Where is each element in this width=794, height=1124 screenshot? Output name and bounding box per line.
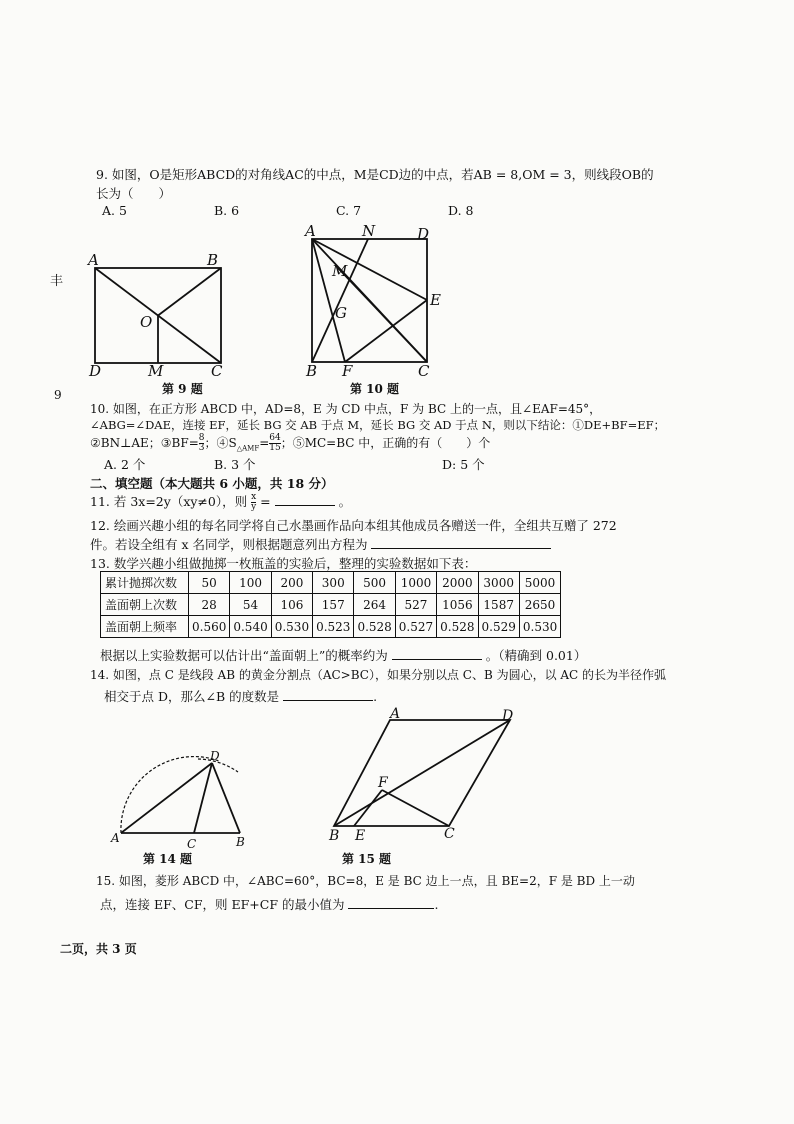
q10-point-e: E (430, 291, 441, 309)
q13-line2-end: 。（精确到 0.01） (485, 648, 587, 663)
q11 (90, 492, 351, 512)
table-cell: 0.527 (395, 616, 436, 638)
q12-line1: 12. 绘画兴趣小组的每名同学将自己水墨画作品向本组其他成员各赠送一件，全组共互赠了 272 (90, 518, 617, 533)
q15-point-e: E (355, 828, 366, 844)
figure-q15-rhombus (322, 704, 522, 844)
q14-line1: 14. 如图，点 C 是线段 AB 的黄金分割点（AC>BC），如果分别以点 C、B 为圆心，以 AC 的长为半径作弧 (90, 668, 667, 682)
table-cell: 0.528 (437, 616, 478, 638)
table-cell: 0.523 (313, 616, 354, 638)
table-row (101, 594, 561, 616)
q9-point-m: M (148, 362, 164, 380)
q12-line2-text: 件。若设全组有 x 名同学，则根据题意列出方程为 (90, 537, 368, 552)
table-cell: 300 (313, 572, 354, 594)
table-cell: 1000 (395, 572, 436, 594)
q15-point-d: D (502, 708, 514, 724)
q10-point-f: F (342, 362, 353, 380)
q13-data-table (100, 571, 561, 638)
table-cell: 200 (271, 572, 312, 594)
q10-frac-bf-den: 3 (198, 443, 205, 453)
q11-end: 。 (338, 494, 352, 509)
q9-point-a: A (88, 251, 99, 269)
margin-mark-bottom: 9 (54, 388, 62, 402)
q9-point-d: D (89, 362, 102, 380)
table-cell: 2650 (519, 594, 560, 616)
table-cell: 264 (354, 594, 395, 616)
table-cell: 1056 (437, 594, 478, 616)
q10-point-m: M (332, 262, 348, 280)
q15-point-b: B (329, 828, 340, 844)
q14-point-b: B (236, 835, 245, 848)
q15-point-f: F (378, 775, 388, 791)
q14-caption: 第 14 题 (143, 852, 193, 866)
table-cell: 3000 (478, 572, 519, 594)
table-cell: 0.530 (519, 616, 560, 638)
q10-frac-bf-num: 8 (198, 433, 205, 443)
q14-point-c: C (187, 837, 197, 848)
table-cell: 527 (395, 594, 436, 616)
figure-q14-golden-section (108, 748, 258, 848)
table-cell: 0.540 (230, 616, 271, 638)
q10-option-d: D: 5 个 (442, 457, 485, 472)
q10-line3-part-b: ；④S (204, 436, 237, 450)
q9-line2: 长为（ ） (96, 186, 172, 201)
q14-line2-text: 相交于点 D，那么∠B 的度数是 (104, 689, 280, 704)
table-row-header: 盖面朝上次数 (101, 594, 189, 616)
q10-option-a: A. 2 个 (104, 457, 146, 472)
q9-caption: 第 9 题 (162, 382, 203, 396)
q10-line3-part-d: ；⑤MC=BC 中，正确的有（ ）个 (280, 436, 491, 450)
q10-point-a: A (305, 222, 316, 240)
table-cell: 2000 (437, 572, 478, 594)
table-row (101, 572, 561, 594)
q14-period: . (373, 689, 378, 704)
q13-line1: 13. 数学兴趣小组做抛掷一枚瓶盖的实验后，整理的实验数据如下表： (90, 556, 477, 571)
q10-point-g: G (335, 304, 347, 322)
q13-line2 (100, 646, 586, 664)
table-cell: 5000 (519, 572, 560, 594)
q12-answer-blank[interactable] (371, 536, 551, 549)
q10-frac-area-num: 64 (269, 433, 281, 443)
q15-answer-blank[interactable] (348, 896, 434, 909)
q15-line2 (100, 895, 438, 913)
table-row (101, 616, 561, 638)
q9-option-c: C. 7 (336, 203, 362, 218)
q10-area-subscript: △AMF (236, 444, 260, 453)
q9-option-a: A. 5 (102, 203, 127, 218)
q10-line3-part-a: ②BN⊥AE；③BF= (90, 436, 199, 450)
table-cell: 157 (313, 594, 354, 616)
figure-q9-rectangle (80, 245, 250, 395)
page-footer: 二页，共 3 页 (60, 942, 137, 956)
q10-line3 (90, 434, 490, 453)
table-row-header: 累计抛掷次数 (101, 572, 189, 594)
q15-period: . (434, 897, 439, 912)
q11-text-b: = (260, 494, 271, 509)
q15-caption: 第 15 题 (342, 852, 392, 866)
table-cell: 0.528 (354, 616, 395, 638)
table-cell: 0.560 (189, 616, 230, 638)
q10-frac-area-den: 15 (269, 443, 281, 453)
q10-line3-part-c: = (259, 436, 270, 450)
q10-point-d: D (417, 225, 430, 243)
q14-answer-blank[interactable] (283, 688, 373, 701)
q10-line1: 10. 如图，在正方形 ABCD 中，AD=8，E 为 CD 中点，F 为 BC 上的一点，且∠EAF=45°， (90, 402, 602, 416)
section-2-heading: 二、填空题（本大题共 6 小题，共 18 分） (90, 476, 334, 491)
q14-line2 (104, 687, 377, 705)
q11-frac-den: y (251, 502, 257, 512)
q14-point-d: D (210, 749, 220, 763)
q13-line2-text: 根据以上实验数据可以估计出“盖面朝上”的概率约为 (100, 648, 388, 663)
table-row-header: 盖面朝上频率 (101, 616, 189, 638)
q10-frac-area (269, 434, 280, 453)
q10-line2: ∠ABG=∠DAE，连接 EF，延长 BG 交 AB 于点 M，延长 BG 交 AD 于点 N，则以下结论：①DE+BF=EF； (90, 418, 666, 432)
q9-point-o: O (140, 313, 153, 331)
table-cell: 106 (271, 594, 312, 616)
q15-line1: 15. 如图，菱形 ABCD 中，∠ABC=60°，BC=8，E 是 BC 边上一点，且 BE=2，F 是 BD 上一动 (96, 874, 635, 888)
q12-line2 (90, 535, 551, 553)
figure-q10-square (298, 222, 448, 382)
q10-point-c: C (418, 362, 430, 380)
table-cell: 500 (354, 572, 395, 594)
q10-point-n: N (362, 222, 376, 240)
table-cell: 50 (189, 572, 230, 594)
table-cell: 0.530 (271, 616, 312, 638)
q10-point-b: B (306, 362, 318, 380)
q9-point-b: B (207, 251, 219, 269)
q9-option-d: D. 8 (448, 203, 474, 218)
q10-option-b: B. 3 个 (214, 457, 256, 472)
q14-point-a: A (111, 831, 120, 845)
q15-point-a: A (390, 706, 401, 722)
q15-point-c: C (444, 826, 455, 842)
q9-point-c: C (211, 362, 223, 380)
q11-frac-num: x (251, 492, 257, 502)
table-cell: 0.529 (478, 616, 519, 638)
q13-answer-blank[interactable] (392, 647, 482, 660)
q9-line1: 9. 如图，O是矩形ABCD的对角线AC的中点，M是CD边的中点，若AB = 8,OM = 3，则线段OB的 (96, 167, 654, 182)
q11-text-a: 11. 若 3x=2y（xy≠0），则 (90, 494, 248, 509)
q15-line2-text: 点，连接 EF、CF，则 EF+CF 的最小值为 (100, 897, 345, 912)
q10-caption: 第 10 题 (350, 382, 400, 396)
table-cell: 100 (230, 572, 271, 594)
margin-mark-top: 丰 (50, 274, 64, 289)
q9-option-b: B. 6 (214, 203, 240, 218)
q11-answer-blank[interactable] (275, 493, 335, 506)
table-cell: 54 (230, 594, 271, 616)
table-cell: 1587 (478, 594, 519, 616)
table-cell: 28 (189, 594, 230, 616)
q11-frac (251, 493, 256, 512)
